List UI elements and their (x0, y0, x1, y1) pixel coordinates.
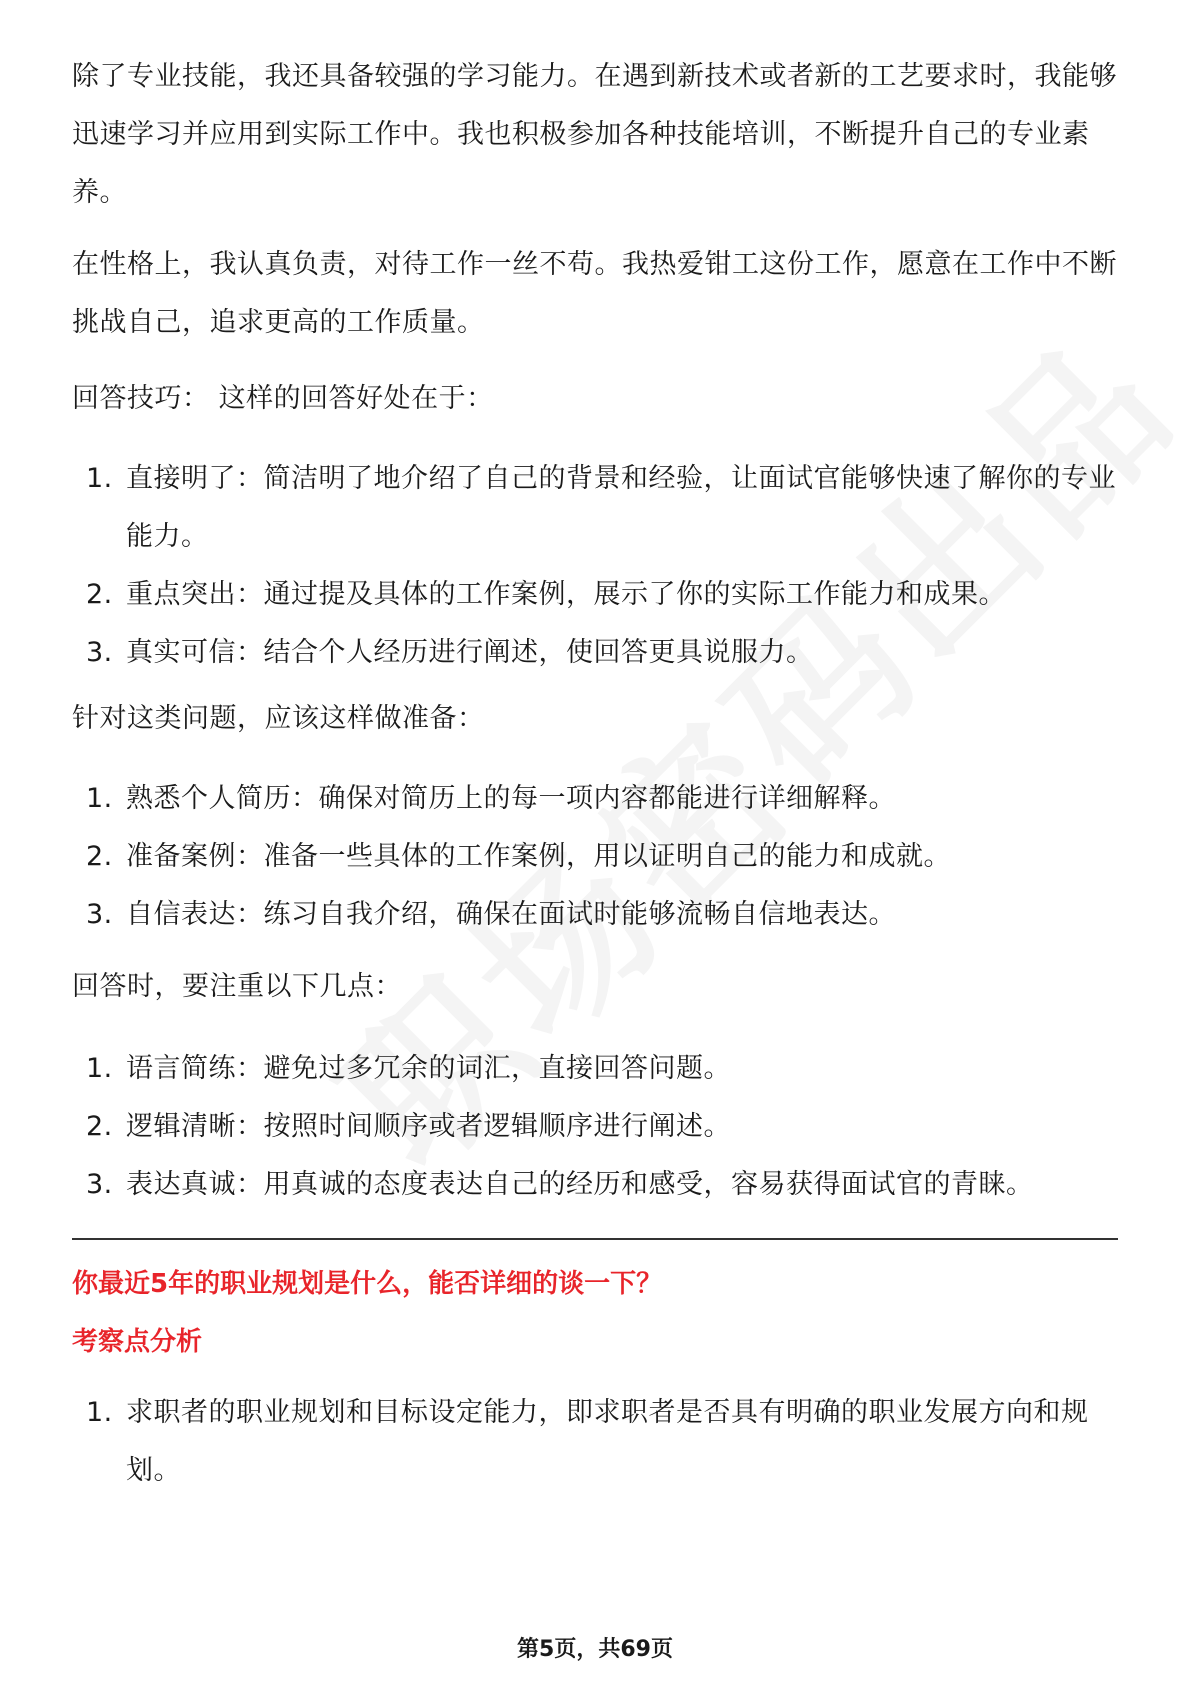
paragraph-text: 在性格上，我认真负责，对待工作一丝不苟。我热爱钳工这份工作，愿意在工作中不断挑战自己，追求更高的工作质量。 (72, 249, 1117, 338)
list-item (72, 1156, 1118, 1214)
list-number: 3. (86, 899, 113, 930)
list-number: 3. (86, 1169, 113, 1200)
list-number: 1. (86, 783, 113, 814)
list-item (72, 566, 1118, 624)
list-item-text: 熟悉个人简历：确保对简历上的每一项内容都能进行详细解释。 (126, 783, 896, 814)
list-item (72, 828, 1118, 886)
list-item-text: 表达真诚：用真诚的态度表达自己的经历和感受，容易获得面试官的青睐。 (126, 1169, 1034, 1200)
paragraph-text: 除了专业技能，我还具备较强的学习能力。在遇到新技术或者新的工艺要求时，我能够迅速学习并应用到实际工作中。我也积极参加各种技能培训，不断提升自己的专业素养。 (72, 61, 1117, 208)
prep-list (72, 770, 1118, 944)
list-item (72, 1040, 1118, 1098)
list-item-text: 自信表达：练习自我介绍，确保在面试时能够流畅自信地表达。 (126, 899, 896, 930)
page-number: 第5页，共69页 (517, 1637, 673, 1662)
question-title: 你最近5年的职业规划是什么，能否详细的谈一下？ (72, 1269, 663, 1299)
list-item (72, 886, 1118, 944)
list-number: 2. (86, 841, 113, 872)
list-number: 3. (86, 637, 113, 668)
list-item (72, 450, 1118, 566)
list-item (72, 624, 1118, 682)
list-item-text: 重点突出：通过提及具体的工作案例，展示了你的实际工作能力和成果。 (126, 579, 1006, 610)
answer-intro (72, 958, 1118, 1016)
paragraph-text: 回答技巧： 这样的回答好处在于： (72, 383, 494, 414)
list-number: 2. (86, 1111, 113, 1142)
list-number: 1. (86, 1397, 113, 1428)
tips-list (72, 450, 1118, 682)
list-item-text: 直接明了：简洁明了地介绍了自己的背景和经验，让面试官能够快速了解你的专业能力。 (126, 463, 1116, 552)
list-number: 1. (86, 1053, 113, 1084)
list-item (72, 1098, 1118, 1156)
section-divider (72, 1238, 1118, 1240)
list-number: 1. (86, 463, 113, 494)
answer-points-list (72, 1040, 1118, 1214)
list-item (72, 1384, 1118, 1500)
tips-intro (72, 370, 1118, 428)
list-item (72, 770, 1118, 828)
prep-intro (72, 690, 1118, 748)
analysis-heading: 考察点分析 (72, 1327, 203, 1357)
paragraph-text: 针对这类问题，应该这样做准备： (72, 703, 485, 734)
list-item-text: 真实可信：结合个人经历进行阐述，使回答更具说服力。 (126, 637, 814, 668)
list-item-text: 逻辑清晰：按照时间顺序或者逻辑顺序进行阐述。 (126, 1111, 731, 1142)
analysis-list (72, 1384, 1118, 1500)
paragraph-text: 回答时，要注重以下几点： (72, 971, 402, 1002)
list-number: 2. (86, 579, 113, 610)
list-item-text: 求职者的职业规划和目标设定能力，即求职者是否具有明确的职业发展方向和规划。 (126, 1397, 1089, 1486)
paragraph-learning (72, 48, 1118, 222)
paragraph-personality (72, 236, 1118, 352)
list-item-text: 准备案例：准备一些具体的工作案例，用以证明自己的能力和成就。 (126, 841, 951, 872)
list-item-text: 语言简练：避免过多冗余的词汇，直接回答问题。 (126, 1053, 731, 1084)
